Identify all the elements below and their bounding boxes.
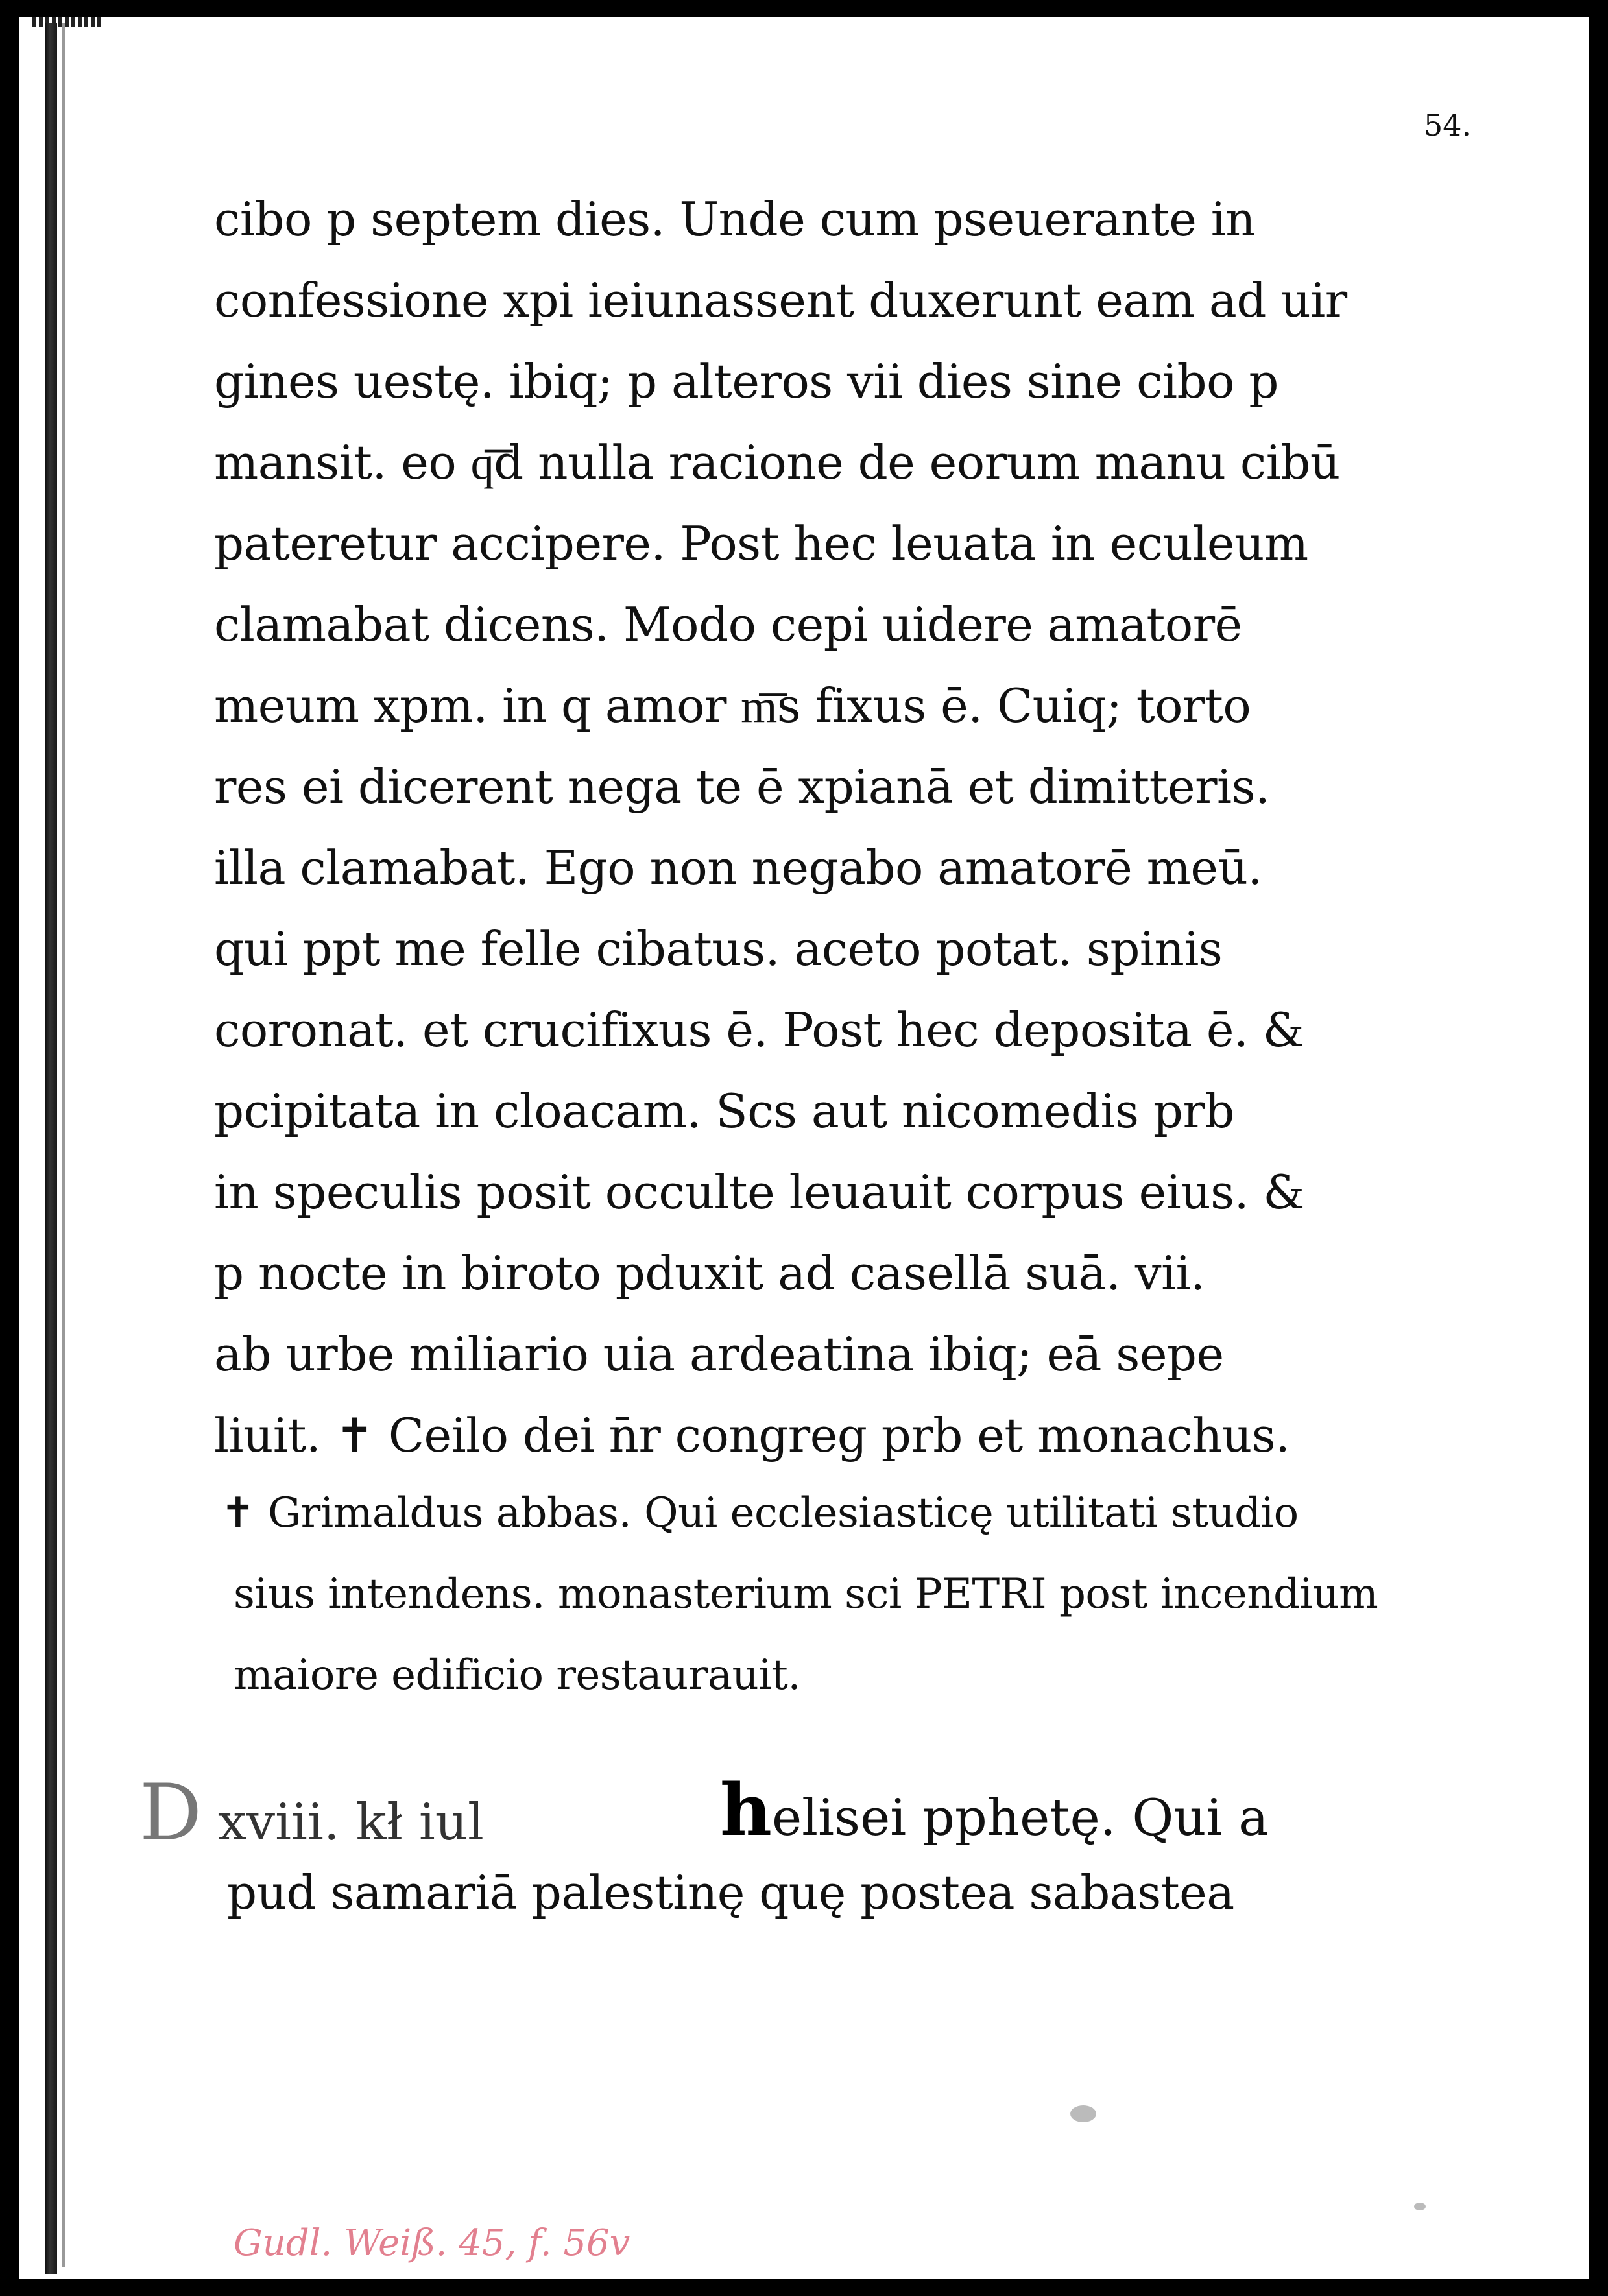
text-line: meum xpm. in q amor m͞s fixus ē. Cuiq; torto [214, 678, 1251, 733]
text-line: pateretur accipere. Post hec leuata in eculeum [214, 516, 1308, 571]
text-line: ab urbe miliario uia ardeatina ibiq; eā sepe [214, 1327, 1224, 1381]
entry-heading [720, 1768, 1269, 1852]
manuscript-page [19, 17, 1589, 2279]
text-line: ✝ Grimaldus abbas. Qui ecclesiasticę utilitati studio [221, 1489, 1299, 1537]
text-line: in speculis posit occulte leuauit corpus eius. & [214, 1165, 1304, 1219]
text-line: clamabat dicens. Modo cepi uidere amatorē [214, 597, 1242, 652]
text-line: p nocte in biroto pduxit ad casellā suā. vii. [214, 1246, 1205, 1300]
text-line: coronat. et crucifixus ē. Post hec deposita ē. & [214, 1003, 1304, 1057]
entry-text-line: pud samariā palestinę quę postea sabastea [227, 1865, 1234, 1920]
text-line: gines uestę. ibiq; p alteros vii dies sine cibo p [214, 354, 1278, 409]
text-line: pcipitata in cloacam. Scs aut nicomedis prb [214, 1084, 1234, 1138]
text-line: confessione xpi ieiunassent duxerunt eam ad uir [214, 273, 1347, 328]
text-line: mansit. eo q͞d nulla racione de eorum manu cibū [214, 435, 1340, 490]
text-line: liuit. ✝ Ceilo dei n̄r congreg prb et monachus. [214, 1408, 1290, 1463]
ink-blot [1414, 2203, 1426, 2210]
kalends-date: xviii. kł iul [218, 1793, 484, 1852]
text-line: res ei dicerent nega te ē xpianā et dimitteris. [214, 759, 1270, 814]
entry-text: elisei pphetę. Qui a [771, 1789, 1269, 1847]
ink-blot [1070, 2105, 1096, 2122]
binding-gutter-shadow [62, 23, 65, 2267]
binding-top-edge [32, 17, 104, 27]
text-line: cibo p septem dies. Unde cum pseuerante in [214, 192, 1256, 246]
decorated-initial: h [720, 1768, 772, 1852]
folio-number: 54. [1424, 108, 1472, 143]
dominical-letter: D [139, 1768, 202, 1858]
text-line: qui ppt me felle cibatus. aceto potat. spinis [214, 922, 1223, 976]
text-line: illa clamabat. Ego non negabo amatorē meū. [214, 841, 1262, 895]
text-line: sius intendens. monasterium sci PETRI post incendium [234, 1570, 1378, 1618]
calendar-date [139, 1768, 484, 1858]
text-line: maiore edificio restaurauit. [234, 1651, 801, 1699]
binding-gutter [45, 23, 57, 2274]
shelfmark-note: Gudl. Weiß. 45, f. 56v [234, 2222, 630, 2264]
